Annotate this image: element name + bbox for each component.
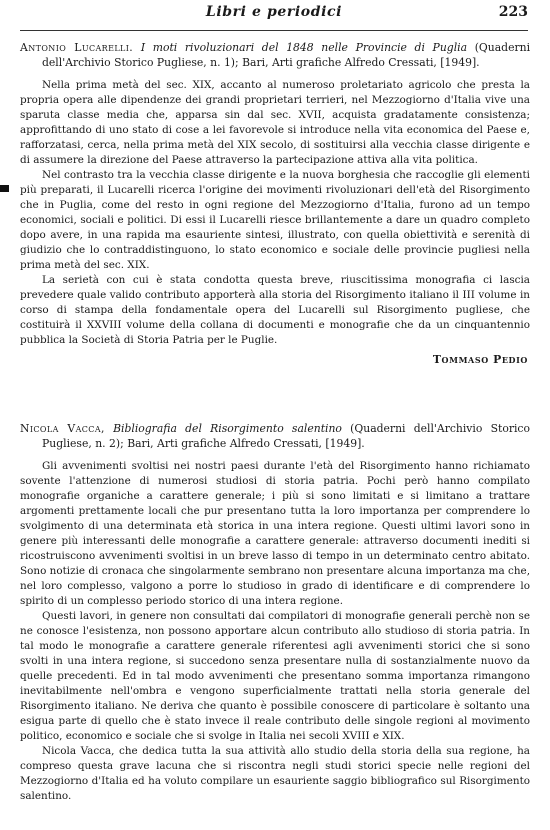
review-paragraph: Nel contrasto tra la vecchia classe dirigente e la nuova borghesia che raccoglie gli elementi più preparati, il Lucarelli ricerca l'origine dei movimenti rivoluzionari dell'età del Risorgimento che in Puglia, come del resto in ogni regione del Mezzogiorno d'Italia, furono ad un tempo economici, sociali e politici. Di essi il Lucarelli riesce brillantemente a dare un quadro completo dopo avere, in una rapida ma esauriente sintesi, illustrato, con quella obiettività e serenità di giudizio che lo contraddistinguono, lo stato economico e sociale delle provincie pugliesi nella prima metà del sec. XIX. (20, 169, 530, 271)
review-citation (20, 40, 530, 70)
review-vacca (20, 421, 530, 804)
header-rule (20, 30, 528, 31)
review-work-title: I moti rivoluzionari del 1848 nelle Provincie di Puglia (140, 41, 468, 54)
review-paragraph: Nicola Vacca, che dedica tutta la sua attività allo studio della storia della sua regione, ha compreso questa grave lacuna che si riscontra negli studi storici specie nelle regioni del Mezzogiorno d'Italia ed ha voluto compilare un esauriente saggio bibliografico sul Risorgimento salentino. (20, 745, 530, 802)
review-lucarelli (20, 40, 530, 367)
review-paragraph: La serietà con cui è stata condotta questa breve, riuscitissima monografia ci lascia prevedere quale valido contributo apporterà alla storia del Risorgimento italiano il III volume in corso di stampa della fondamentale opera del Lucarelli sul Risorgimento pugliese, che costituirà il XXVIII volume della collana di documenti e monografie che da un cinquantennio pubblica la Società di Storia Patria per le Puglie. (20, 274, 530, 346)
page-number: 223 (498, 4, 528, 20)
running-title: Libri e periodici (205, 4, 343, 20)
reviewer-signature: Tommaso Pedio (432, 353, 528, 366)
review-paragraph: Nella prima metà del sec. XIX, accanto al numeroso proletariato agricolo che presta la propria opera alle dipendenze dei grandi proprietari terrieri, nel Mezzogiorno d'Italia vive una sparuta classe media che, apparsa sin dal sec. XVII, acquista gradatamente consistenza; approfittando di uno stato di cose a lei favorevole si introduce nella vita economica del Paese e, rafforzatasi, cerca, nella prima metà del XIX secolo, di sostituirsi alla vecchia classe dirigente e di assumere la direzione del Paese attraverso la partecipazione attiva alla vita politica. (20, 79, 530, 166)
running-header (20, 4, 528, 26)
review-paragraph: Questi lavori, in genere non consultati dai compilatori di monografie generali perchè non se ne conosce l'esistenza, non possono apportare alcun contributo allo studioso di storia patria. In tal modo le monografie a carattere generale riferentesi agli avvenimenti storici che si sono svolti in una intera regione, si succedono senza presentare nulla di sostanzialmente nuovo da quelle precedenti. Ed in tal modo avvenimenti che presentano somma importanza rimangono inevitabilmente nell'ombra e vengono superficialmente trattati nella storia generale del Risorgimento italiano. Ne deriva che quanto è possibile conoscere di particolare è soltanto una esigua parte di quello che è stato invece il reale contributo delle singole regioni al movimento politico, economico e sociale che si svolge in Italia nei secoli XVIII e XIX. (20, 610, 530, 742)
review-citation (20, 421, 530, 451)
review-author: Antonio Lucarelli. (20, 41, 134, 54)
review-publication: (Quaderni dell'Archivio Storico Pugliese, n. 1); Bari, Arti grafiche Alfredo Cressati, [1949]. (42, 41, 531, 69)
review-author: Nicola Vacca, (20, 422, 105, 435)
review-publication: (Quaderni dell'Archivio Storico Pugliese, n. 2); Bari, Arti grafiche Alfredo Cressati, [1949]. (42, 422, 530, 450)
review-work-title: Bibliografia del Risorgimento salentino (113, 422, 342, 435)
review-paragraph: Gli avvenimenti svoltisi nei nostri paesi durante l'età del Risorgimento hanno richiamato sovente l'attenzione di numerosi studiosi di storia patria. Pochi però hanno compilato monografie organiche a carattere generale; i più si sono limitati e si limitano a trattare argomenti prettamente locali che pur presentano tutta la loro importanza per comprendere lo svolgimento di una determinata età storica in una intera regione. Questi ultimi lavori sono in genere più interessanti delle monografie a carattere generale: attraverso documenti inediti si ricostruiscono avvenimenti svoltisi in un breve lasso di tempo in un determinato centro abitato. Sono notizie di cronaca che singolarmente sembrano non presentare alcuna importanza ma che, nel loro complesso, valgono a porre lo studioso in grado di identificare e di comprendere lo spirito di un complesso periodo storico di una intera regione. (20, 460, 530, 607)
margin-ink-mark (0, 185, 9, 192)
